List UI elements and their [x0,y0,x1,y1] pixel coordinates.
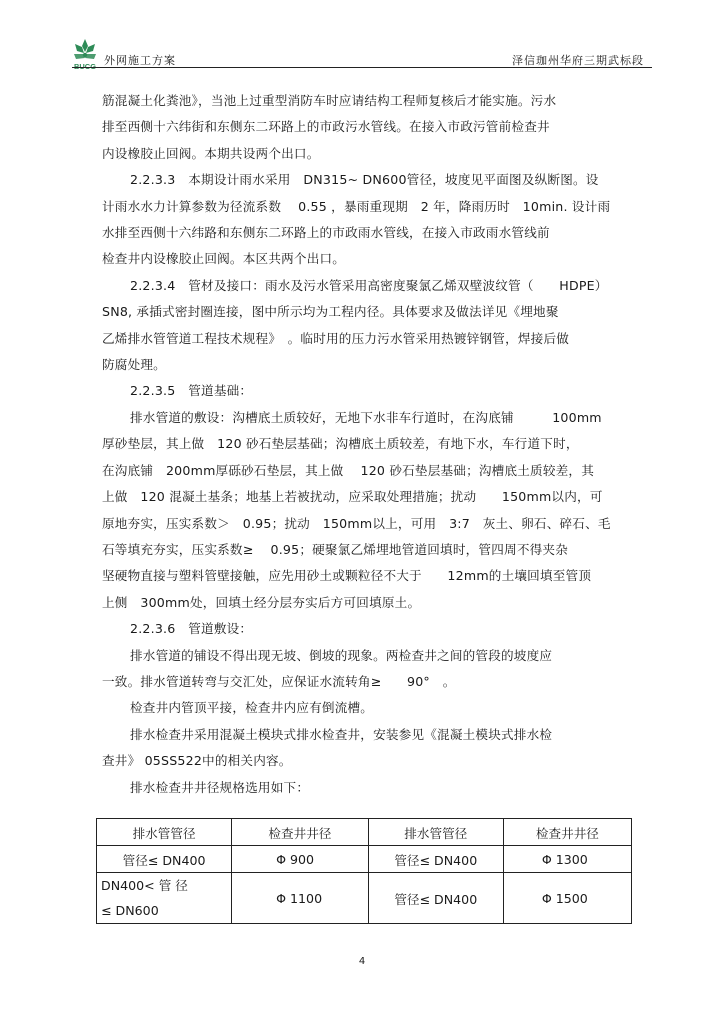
table-cell: 管径≤ DN400 [368,873,503,924]
table-cell: Φ 1500 [503,873,631,924]
text-line: 排水管道的铺设不得出现无坡、倒坡的现象。两检查井之间的管段的坡度应 [130,647,553,663]
manhole-spec-table [96,818,632,924]
text-line: 厚砂垫层，其上做 120 砂石垫层基础；沟槽底土质较差，有地下水，车行道下时， [102,436,579,452]
text-line: 在沟底铺 200mm厚砾砂石垫层，其上做 120 砂石垫层基础；沟槽底土质较差，其 [102,462,595,478]
table-cell: Φ 900 [232,846,369,873]
table-header-cell: 排水管管径 [368,819,503,846]
table-header-row [97,819,632,846]
text-line: 查井》 05SS522中的相关内容。 [102,753,292,769]
text-line: 排水检查井采用混凝土模块式排水检查井，安装参见《混凝土模块式排水检 [130,726,553,742]
svg-text:BUCG: BUCG [73,62,97,71]
text-line: 乙烯排水管管道工程技术规程》 。临时用的压力污水管采用热镀锌钢管，焊接后做 [102,330,570,346]
text-line: 筋混凝土化粪池》，当池上过重型消防车时应请结构工程师复核后才能实施。污水 [102,93,557,108]
text-line: 计雨水水力计算参数为径流系数 0.55 ，暴雨重现期 2 年，降雨历时 10min. 设计雨 [102,198,611,214]
text-line: 一致。排水管道转弯与交汇处，应保证水流转角≥ 90° 。 [102,673,456,689]
document-body [102,88,632,801]
section-2-2-3-6: 2.2.3.6 管道敷设： [130,621,253,637]
table-caption: 排水检查井井径规格选用如下： [130,779,310,795]
text-line: 水排至西侧十六纬路和东侧东二环路上的市政雨水管线，在接入市政雨水管线前 [102,225,550,241]
section-2-2-3-5: 2.2.3.5 管道基础： [130,383,253,399]
text-line: 内设橡胶止回阀。本期共设两个出口。 [102,145,320,161]
text-line: 上侧 300mm处，回填土经分层夯实后方可回填原土。 [102,594,421,610]
header-divider [72,67,652,68]
table-row [97,846,632,873]
text-line: 坚硬物直接与塑料管壁接触，应先用砂土或颗粒径不大于 12mm的土壤回填至管顶 [102,568,592,584]
table-cell: 管径≤ DN400 [368,846,503,873]
table-row [97,873,632,924]
table-cell: Φ 1100 [232,873,369,924]
table-header-cell: 排水管管径 [97,819,232,846]
header-document-title: 外网施工方案 [104,54,176,67]
page-header [72,30,652,70]
text-line: 排至西侧十六纬街和东侧东二环路上的市政污水管线。在接入市政污管前检查井 [102,119,550,135]
table-header-cell: 检查井井径 [503,819,631,846]
table-cell: DN400< 管 径 ≤ DN600 [97,873,232,924]
text-line: SN8, 承插式密封圈连接，图中所示均为工程内径。具体要求及做法详见《埋地聚 [102,304,559,320]
text-line: 石等填充夯实，压实系数≥ 0.95；硬聚氯乙烯埋地管道回填时，管四周不得夹杂 [102,541,568,557]
table-cell: 管径≤ DN400 [97,846,232,873]
text-line: 原地夯实，压实系数＞ 0.95；扰动 150mm以上，可用 3:7 灰土、卵石、碎石、毛 [102,515,611,531]
page-number: 4 [358,956,366,967]
header-project-name: 泽信珈州华府三期武标段 [512,54,644,67]
text-line: 防腐处理。 [102,357,166,373]
text-line: 排水管道的敷设：沟槽底土质较好，无地下水非车行道时，在沟底铺 100mm [130,409,602,425]
section-2-2-3-3: 2.2.3.3 本期设计雨水采用 DN315~ DN600管径，坡度见平面图及纵断图。设 [130,172,599,188]
text-line: 上做 120 混凝土基条；地基上若被扰动，应采取处理措施；扰动 150mm以内，可 [102,489,603,505]
table-cell: Φ 1300 [503,846,631,873]
text-line: 检查井内设橡胶止回阀。本区共两个出口。 [102,251,346,267]
text-line: 检查井内管顶平接，检查井内应有倒流槽。 [130,700,374,716]
section-2-2-3-4: 2.2.3.4 管材及接口：雨水及污水管采用高密度聚氯乙烯双壁波纹管（ HDPE） [130,277,608,293]
table-header-cell: 检查井井径 [232,819,369,846]
